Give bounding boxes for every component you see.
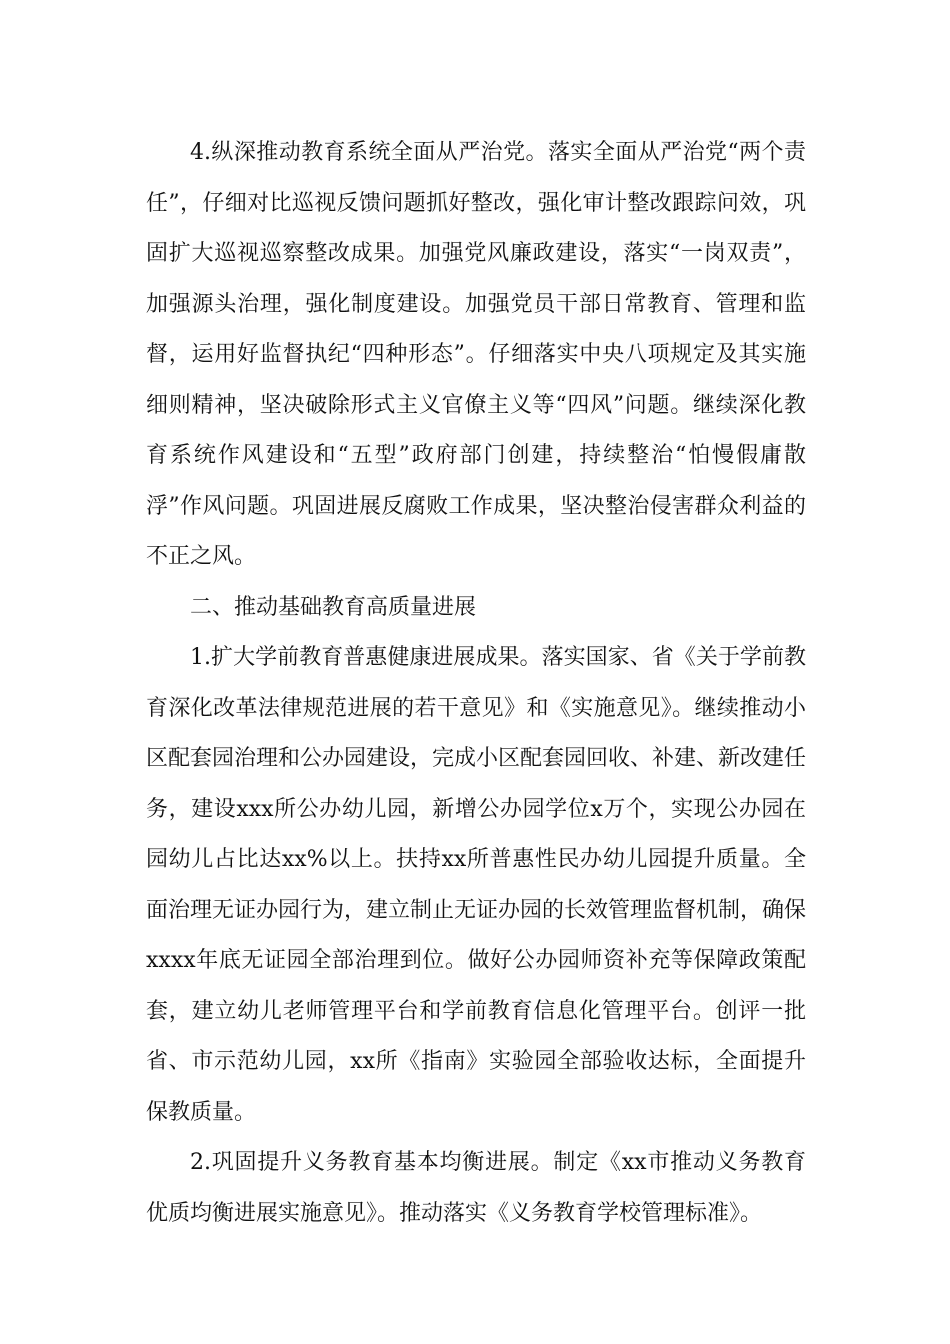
paragraph-party-governance: 4.纵深推动教育系统全面从严治党。落实全面从严治党“两个责任”，仔细对比巡视反馈问题抓好整改，强化审计整改跟踪问效，巩固扩大巡视巡察整改成果。加强党风廉政建设，落实“一岗双责”，加强源头治理，强化制度建设。加强党员干部日常教育、管理和监督，运用好监督执纪“四种形态”。仔细落实中央八项规定及其实施细则精神，坚决破除形式主义官僚主义等“四风”问题。继续深化教育系统作风建设和“五型”政府部门创建，持续整治“怕慢假庸散浮”作风问题。巩固进展反腐败工作成果，坚决整治侵害群众利益的不正之风。	[146, 140, 806, 569]
document-body	[146, 128, 806, 1239]
section-heading-basic-education: 二、推动基础教育高质量进展	[190, 594, 477, 620]
paragraph-compulsory-education: 2.巩固提升义务教育基本均衡进展。制定《xx市推动义务教育优质均衡进展实施意见》。推动落实《义务教育学校管理标准》。	[146, 1150, 806, 1226]
paragraph-preschool-education: 1.扩大学前教育普惠健康进展成果。落实国家、省《关于学前教育深化改革法律规范进展的若干意见》和《实施意见》。继续推动小区配套园治理和公办园建设，完成小区配套园回收、补建、新改建任务，建设xxx所公办幼儿园，新增公办园学位x万个，实现公办园在园幼儿占比达xx%以上。扶持xx所普惠性民办幼儿园提升质量。全面治理无证办园行为，建立制止无证办园的长效管理监督机制，确保xxxx年底无证园全部治理到位。做好公办园师资补充等保障政策配套，建立幼儿老师管理平台和学前教育信息化管理平台。创评一批省、市示范幼儿园，xx所《指南》实验园全部验收达标，全面提升保教质量。	[146, 645, 807, 1125]
